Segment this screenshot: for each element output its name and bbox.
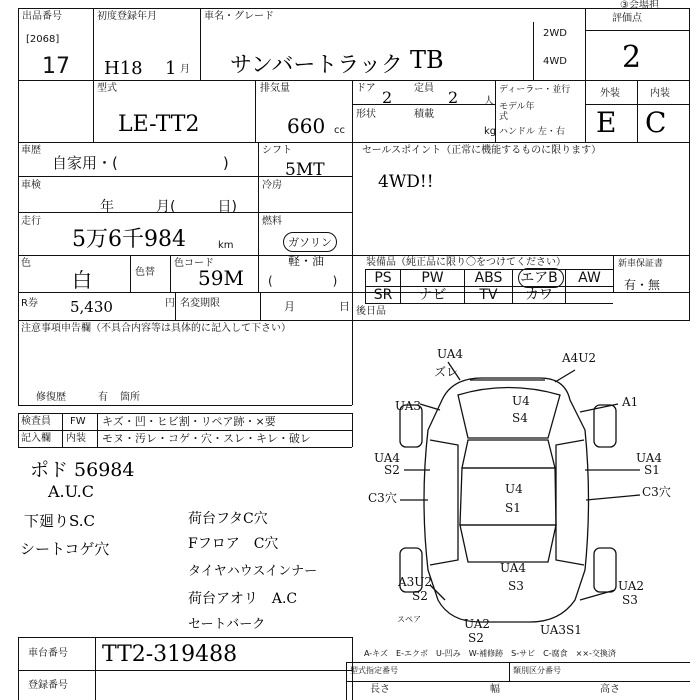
- hw-note-1: ポド 56984: [30, 459, 135, 481]
- drive-2wd: 2WD: [543, 28, 567, 39]
- type-cert-label: 型式指定番号: [350, 666, 398, 675]
- mark-13: C3穴: [642, 485, 671, 499]
- equip-sr: SR: [373, 287, 393, 303]
- lot-no-label: 出品番号: [22, 11, 62, 22]
- mark-8: UA4: [374, 451, 401, 465]
- mark-10: UA4: [636, 451, 663, 465]
- equip-abs: ABS: [474, 270, 503, 286]
- left-door: [430, 440, 458, 565]
- hw-note-3: 下廻りS.C: [24, 512, 95, 530]
- hw-note-5: 荷台フタC穴: [188, 511, 268, 527]
- shift-label: シフト: [262, 145, 292, 156]
- ac-label: 冷房: [262, 180, 282, 191]
- score-label: 評価点: [612, 13, 642, 24]
- name-change-monthday: 月 日: [284, 300, 350, 313]
- warranty-value: 有・無: [624, 278, 661, 292]
- mark-20: UA2: [618, 579, 645, 593]
- mark-17: S3: [508, 579, 524, 593]
- drive-4wd: 4WD: [543, 56, 567, 67]
- mark-21: S3: [622, 593, 638, 607]
- leader-3: [420, 404, 440, 410]
- hw-note-2: A.U.C: [48, 482, 94, 501]
- mark-2: A4U2: [562, 351, 597, 365]
- equip-airbag: エアB: [520, 270, 558, 286]
- cc-unit: cc: [334, 125, 345, 136]
- mark-19: S2: [412, 589, 428, 603]
- repair-value: 有: [98, 392, 108, 403]
- color-code-label: 色コード: [174, 258, 214, 269]
- model-year-label: モデル年式: [499, 102, 535, 122]
- fw-label: FW: [70, 416, 86, 427]
- inspector-line1: キズ・凹・ヒビ割・リペア跡・×要: [102, 415, 276, 428]
- month-unit: 月: [180, 64, 190, 75]
- inspector-label: 検査員: [21, 416, 51, 427]
- category-label: 類別区分番号: [513, 666, 561, 675]
- inspection-value: 年 月( 日): [100, 199, 237, 215]
- tire-rear-right: [594, 548, 616, 592]
- doors-value: 2: [382, 88, 393, 107]
- rear-window: [460, 525, 556, 562]
- dealer-label: ディーラー・並行: [499, 85, 571, 95]
- lot-no-sub: [2068]: [26, 34, 60, 45]
- notes-label: 注意事項申告欄（不具合内容等は具体的に記入して下さい）: [21, 323, 291, 334]
- mark-7: A1: [622, 395, 639, 409]
- repair-label: 修復歴: [36, 392, 66, 403]
- mark-1: UA4: [437, 347, 464, 361]
- entry-label: 記入欄: [21, 433, 51, 444]
- windshield: [462, 440, 555, 468]
- hw-note-6: Fフロア C穴: [188, 536, 279, 552]
- load-label: 積載: [414, 109, 434, 120]
- km-unit: km: [218, 240, 234, 251]
- width-label: 幅: [490, 684, 500, 695]
- body-outline: [424, 378, 589, 622]
- interior-label: 内装: [650, 88, 670, 99]
- mark-11: S1: [644, 463, 660, 477]
- mark-18: A3U2: [398, 575, 433, 589]
- exterior-label: 外装: [600, 88, 620, 99]
- leader-2: [555, 370, 575, 382]
- capacity-value: 2: [448, 88, 459, 107]
- mark-6: S4: [512, 411, 528, 425]
- fuel-gasoline-circled: ガソリン: [283, 232, 337, 252]
- right-door: [556, 440, 584, 565]
- car-grade-label: 車名・グレード: [204, 11, 274, 22]
- hw-note-9: セートバーク: [188, 617, 266, 632]
- yen-unit: 円: [165, 298, 175, 309]
- sales-point-text: 4WD!!: [378, 172, 434, 192]
- recycle-value: 5,430: [70, 298, 113, 316]
- equip-navi: ナビ: [418, 287, 447, 303]
- name-change-label: 名変期限: [180, 298, 220, 309]
- mark-22: UA2: [464, 617, 491, 631]
- tire-front-right: [594, 405, 616, 447]
- exterior-score: E: [596, 106, 617, 139]
- height-label: 高さ: [600, 684, 620, 695]
- mark-12: C3穴: [368, 491, 397, 505]
- color-code-value: 59M: [198, 266, 244, 290]
- registration-label: 登録番号: [28, 680, 68, 691]
- fuel-paren: ( ): [268, 274, 338, 288]
- roof: [460, 468, 556, 525]
- mark-5: U4: [512, 394, 530, 408]
- mileage-label: 走行: [21, 216, 41, 227]
- equip-tv: TV: [479, 287, 498, 303]
- recycle-label: R券: [21, 298, 38, 309]
- mark-15: S1: [505, 501, 521, 515]
- mileage-value: 5万6千984: [72, 227, 186, 252]
- displacement-label: 排気量: [260, 83, 290, 94]
- grade: TB: [410, 46, 444, 74]
- chassis-label: 車台番号: [28, 648, 68, 659]
- post-equipment-label: 後日品: [356, 306, 386, 317]
- fuel-label: 燃料: [262, 216, 282, 227]
- length-label: 長さ: [370, 684, 390, 695]
- score-value: 2: [622, 40, 642, 75]
- history-value: 自家用・( ): [52, 154, 229, 172]
- first-reg-era: H18: [104, 58, 143, 79]
- capacity-label: 定員: [414, 83, 434, 94]
- mark-3: ズレ: [434, 365, 459, 379]
- interior-entry-label: 内装: [66, 433, 86, 444]
- shape-label: 形状: [356, 109, 376, 120]
- repair-place: 箇所: [120, 392, 140, 403]
- doors-label: ドア: [356, 83, 376, 94]
- kg-unit: kg: [484, 126, 497, 137]
- damage-legend: A-キズ E-エクボ U-凹み W-補修跡 S-サビ C-腐食 ××-交換済: [364, 649, 616, 658]
- fuel-light-oil: 軽・油: [288, 254, 325, 268]
- hw-note-4: シートコゲ穴: [20, 540, 110, 558]
- mark-24: UA3S1: [540, 623, 582, 637]
- mark-23: S2: [468, 631, 484, 645]
- venue-note: ③会場担: [620, 0, 659, 11]
- first-reg-label: 初度登録年月: [97, 11, 157, 22]
- equip-aw: AW: [578, 270, 601, 286]
- hood: [458, 388, 560, 439]
- model-value: LE-TT2: [118, 112, 200, 137]
- mark-25: スペア: [397, 615, 421, 624]
- lot-number: 17: [42, 54, 70, 79]
- mark-16: UA4: [500, 561, 527, 575]
- chassis-value: TT2-319488: [102, 642, 238, 667]
- equipment-label: 装備品（純正品に限り〇をつけてください）: [366, 257, 566, 268]
- color-change-label: 色替: [135, 267, 155, 278]
- hw-note-8: 荷台アオリ A.C: [188, 591, 298, 607]
- handle-label: ハンドル 左・右: [499, 127, 565, 137]
- color-label: 色: [21, 258, 31, 269]
- mark-4: UA3: [395, 399, 422, 413]
- shift-value: 5MT: [285, 160, 325, 180]
- hw-note-7: タイヤハウスインナー: [188, 564, 318, 579]
- history-label: 車歴: [21, 145, 41, 156]
- model-label: 型式: [97, 83, 117, 94]
- warranty-label: 新車保証書: [618, 259, 664, 269]
- interior-score: C: [645, 106, 667, 139]
- color-value: 白: [72, 268, 92, 292]
- inspector-line2: モヌ・汚レ・コゲ・穴・スレ・キレ・破レ: [102, 432, 311, 445]
- first-reg-month: 1: [165, 58, 177, 79]
- leader-8: [586, 495, 640, 500]
- mark-9: S2: [384, 463, 400, 477]
- equip-pw: PW: [421, 270, 444, 286]
- equip-leather: カワ: [525, 287, 553, 303]
- car-name: サンバートラック: [230, 53, 403, 78]
- person-unit: 人: [484, 96, 494, 107]
- mark-14: U4: [505, 482, 523, 496]
- displacement-value: 660: [287, 114, 326, 138]
- sales-point-label: セールスポイント（正常に機能するものに限ります）: [362, 145, 602, 156]
- inspection-label: 車検: [21, 180, 41, 191]
- equip-ps: PS: [374, 270, 392, 286]
